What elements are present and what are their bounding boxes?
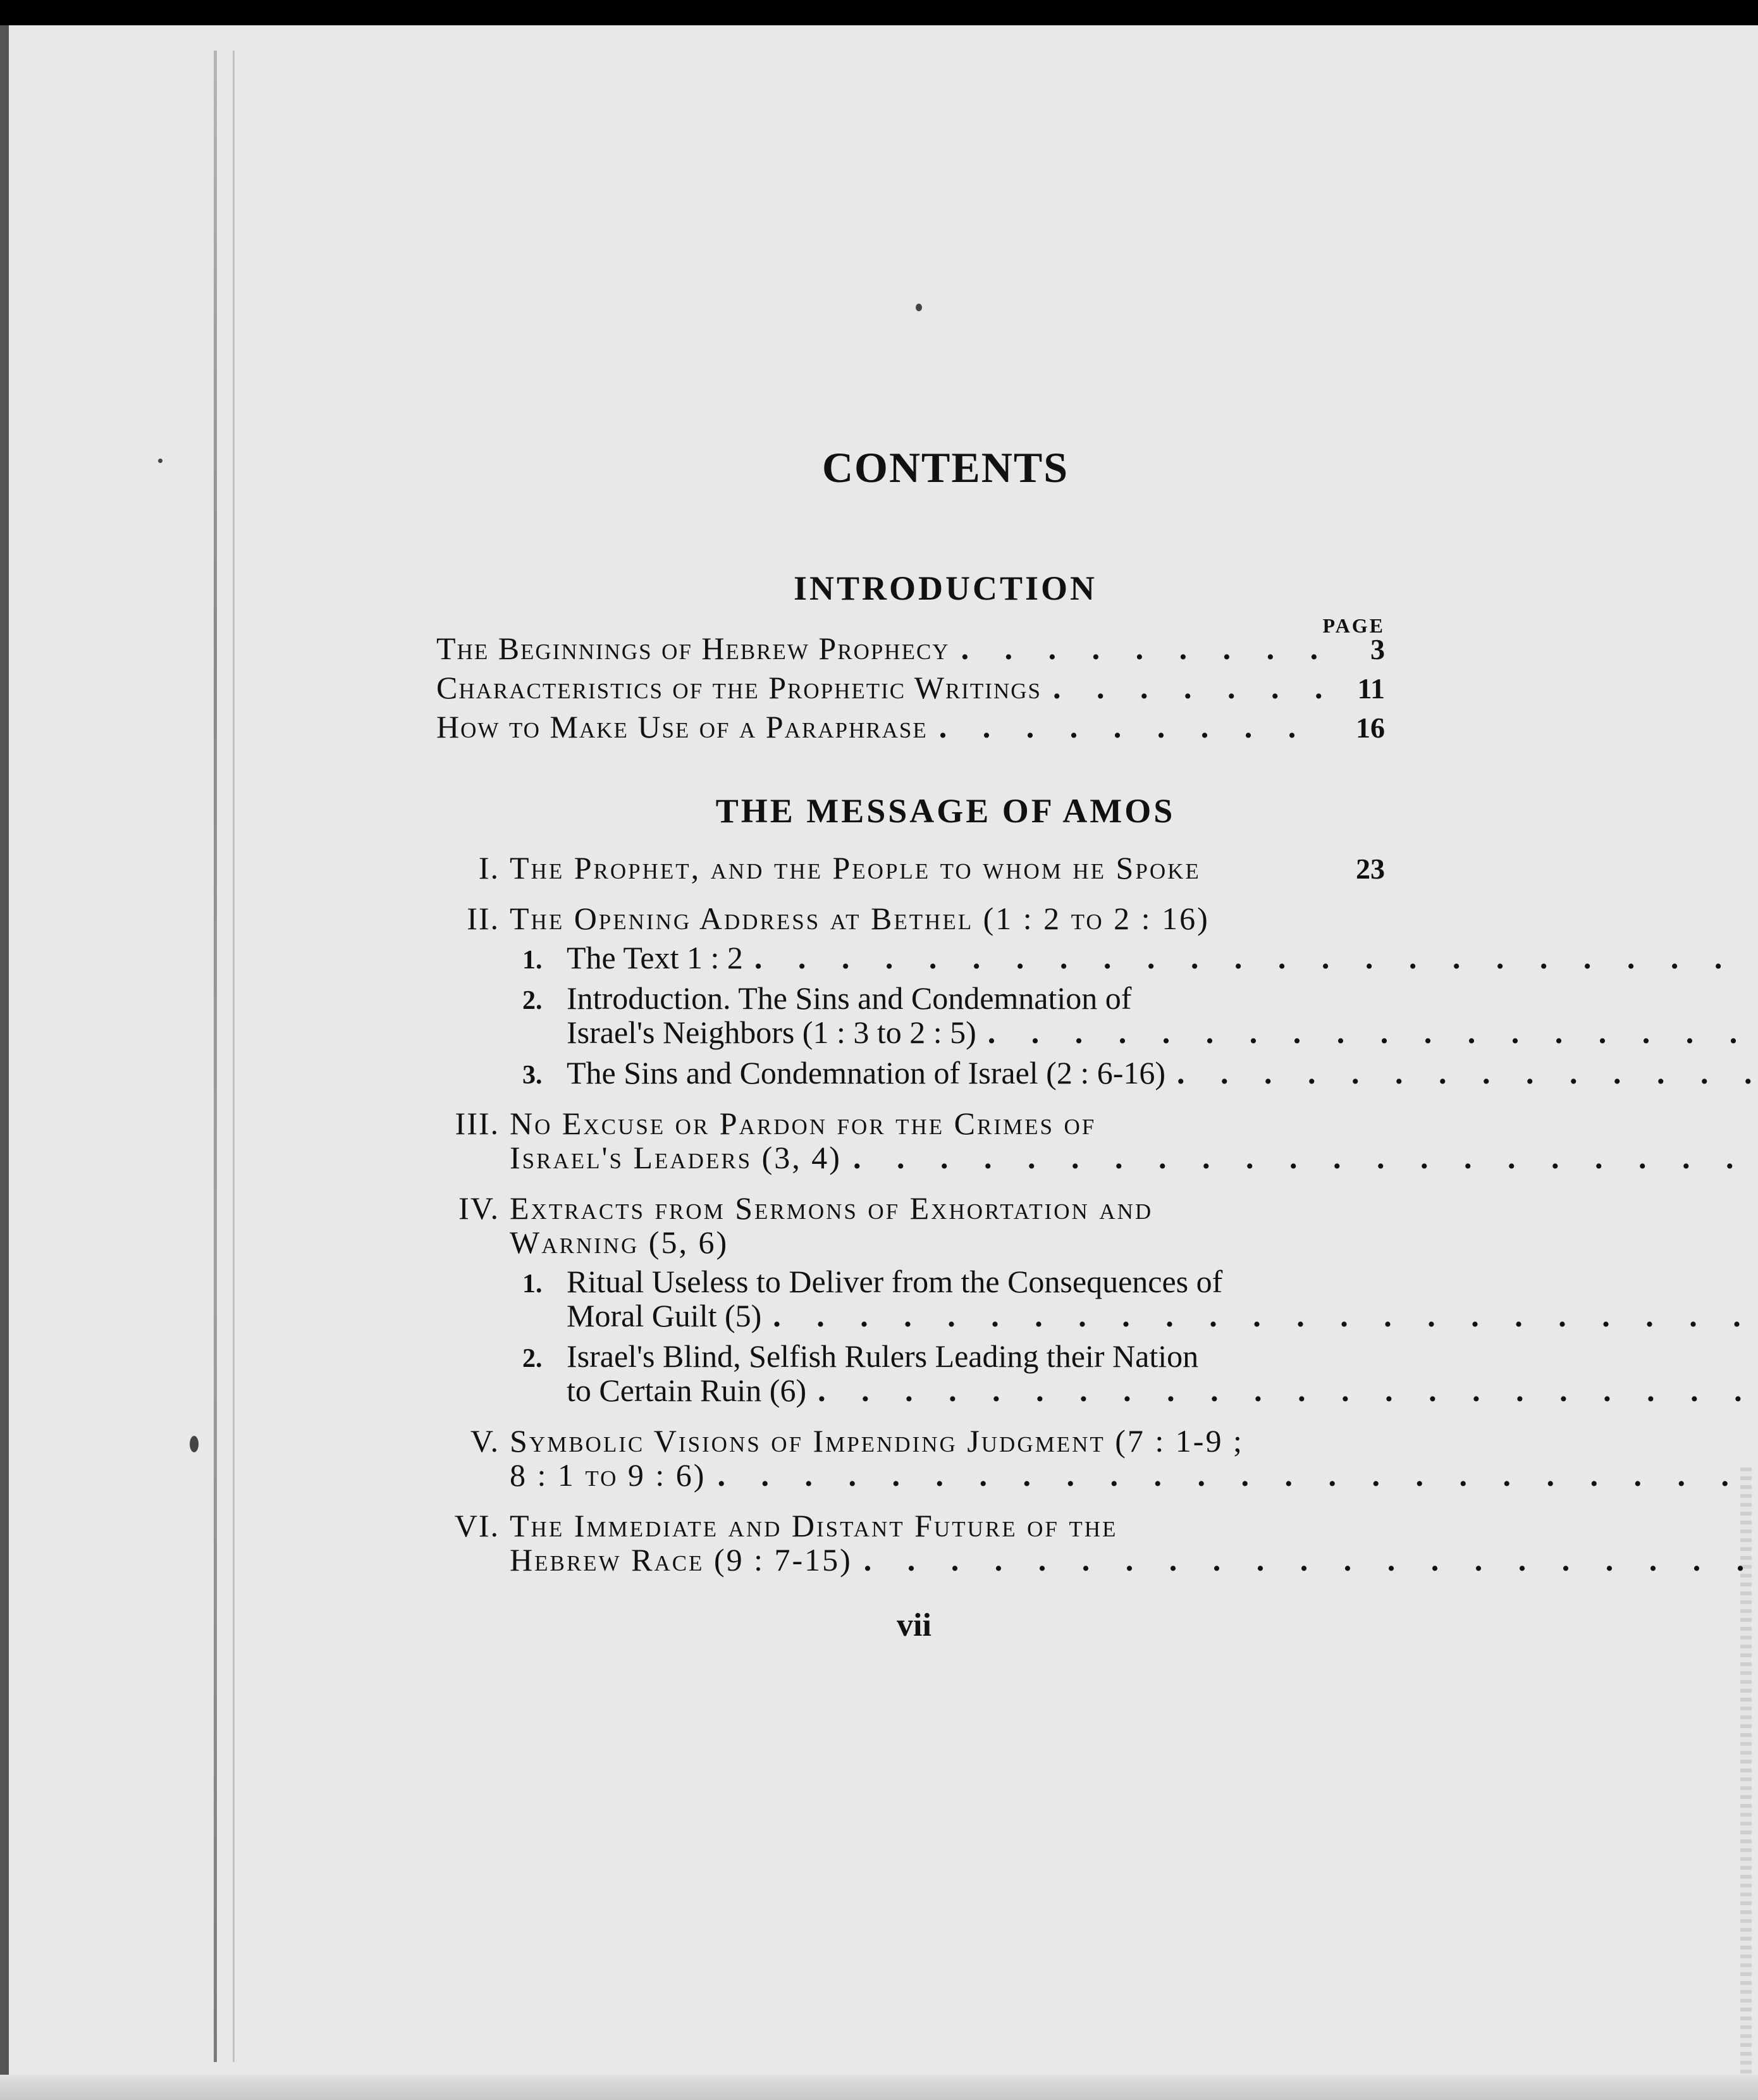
chapter-numeral: I.: [478, 850, 500, 886]
chapter-title-line1: The Immediate and Distant Future of the: [510, 1508, 1118, 1543]
toc-chapter[interactable]: [436, 1423, 1385, 1493]
toc-chapter[interactable]: [436, 849, 1385, 886]
subentry-number: 2.: [522, 986, 543, 1015]
section-heading-introduction: INTRODUCTION: [793, 569, 1098, 607]
subentry-number: 2.: [522, 1344, 543, 1373]
dust-speck: [190, 1436, 199, 1452]
page-column-label: PAGE: [1322, 614, 1385, 637]
chapter-title-line2: Israel's Leaders (3, 4): [510, 1140, 842, 1175]
subentry-title-line1: Israel's Blind, Selfish Rulers Leading their Nation: [567, 1338, 1199, 1374]
toc-chapter[interactable]: [436, 1507, 1385, 1578]
page-folio: vii: [897, 1607, 931, 1643]
toc-entry-page: 11: [1357, 672, 1385, 705]
chapter-title-line1: Extracts from Sermons of Exhortation and: [510, 1190, 1153, 1226]
chapter-title: The Prophet, and the People to whom he Spoke: [510, 850, 1201, 886]
toc-entry[interactable]: [436, 708, 1385, 747]
subentry-title-line2: Moral Guilt (5): [567, 1298, 762, 1333]
toc-subentry[interactable]: [522, 1339, 1758, 1409]
dot-leader: [976, 1015, 1758, 1049]
dot-leader: [928, 708, 1328, 746]
toc-entry[interactable]: [436, 669, 1385, 708]
gutter-shadow: [214, 51, 217, 2062]
toc-subentry[interactable]: [522, 941, 1758, 976]
subentry-number: 1.: [522, 1269, 543, 1299]
section-heading-amos: THE MESSAGE OF AMOS: [715, 792, 1176, 830]
chapter-title-line2: 8 : 1 to 9 : 6): [510, 1457, 706, 1493]
subentry-title-line1: Ritual Useless to Deliver from the Consequences of: [567, 1264, 1223, 1299]
chapter-title-line2: Hebrew Race (9 : 7-15): [510, 1542, 852, 1578]
dot-leader: [761, 1299, 1758, 1333]
toc-subentry[interactable]: [522, 1056, 1758, 1091]
dot-leader: [852, 1543, 1758, 1577]
subentry-title-line2: Israel's Neighbors (1 : 3 to 2 : 5): [567, 1015, 976, 1050]
subentry-title-line2: to Certain Ruin (6): [567, 1373, 807, 1408]
chapter-numeral: III.: [455, 1106, 500, 1141]
subentry-title: The Sins and Condemnation of Israel (2 : 6-16): [567, 1055, 1166, 1090]
toc-chapter[interactable]: [436, 1190, 1385, 1409]
subentry-title-line1: Introduction. The Sins and Condemnation of: [567, 980, 1132, 1016]
dot-leader: [950, 629, 1328, 667]
dust-speck: [916, 304, 922, 311]
toc-entry-title: The Beginnings of Hebrew Prophecy: [436, 631, 950, 666]
chapter-numeral: II.: [467, 901, 500, 936]
toc-subentry[interactable]: [522, 981, 1758, 1051]
chapter-page: 23: [1356, 853, 1385, 885]
dot-leader: [706, 1458, 1758, 1492]
toc-subentry[interactable]: [522, 1264, 1758, 1334]
toc-entry-title: Characteristics of the Prophetic Writings: [436, 670, 1042, 705]
contents-block: [436, 443, 1385, 1578]
dust-speck: [158, 459, 163, 463]
dot-leader: [842, 1140, 1758, 1175]
subentry-title: The Text 1 : 2: [567, 940, 743, 975]
toc-entry-page: 16: [1356, 712, 1385, 744]
toc-chapter[interactable]: [436, 1105, 1385, 1176]
page-title: CONTENTS: [821, 443, 1069, 491]
chapter-title: The Opening Address at Bethel (1 : 2 to 2 : 16): [510, 901, 1210, 936]
dot-leader: [1042, 669, 1328, 707]
dot-leader: [743, 941, 1758, 975]
bottom-shadow: [0, 2075, 1758, 2100]
dot-leader: [1165, 1056, 1758, 1090]
spine-edge: [0, 25, 9, 2100]
dot-leader: [806, 1373, 1758, 1407]
chapter-numeral: IV.: [458, 1190, 500, 1226]
subentry-number: 1.: [522, 946, 543, 975]
chapter-numeral: V.: [470, 1423, 500, 1459]
toc-chapter[interactable]: [436, 900, 1385, 1091]
chapter-numeral: VI.: [454, 1508, 500, 1543]
toc-entry-page: 3: [1370, 633, 1385, 665]
chapter-title-line1: Symbolic Visions of Impending Judgment (7 : 1-9 ;: [510, 1423, 1244, 1459]
toc-entry-title: How to Make Use of a Paraphrase: [436, 709, 928, 744]
chapter-title-line1: No Excuse or Pardon for the Crimes of: [510, 1106, 1097, 1141]
subentry-number: 3.: [522, 1061, 543, 1090]
toc-entry[interactable]: [436, 629, 1385, 669]
chapter-title-line2: Warning (5, 6): [510, 1225, 729, 1260]
gutter-shadow-inner: [233, 51, 235, 2062]
introduction-list: [436, 629, 1385, 747]
